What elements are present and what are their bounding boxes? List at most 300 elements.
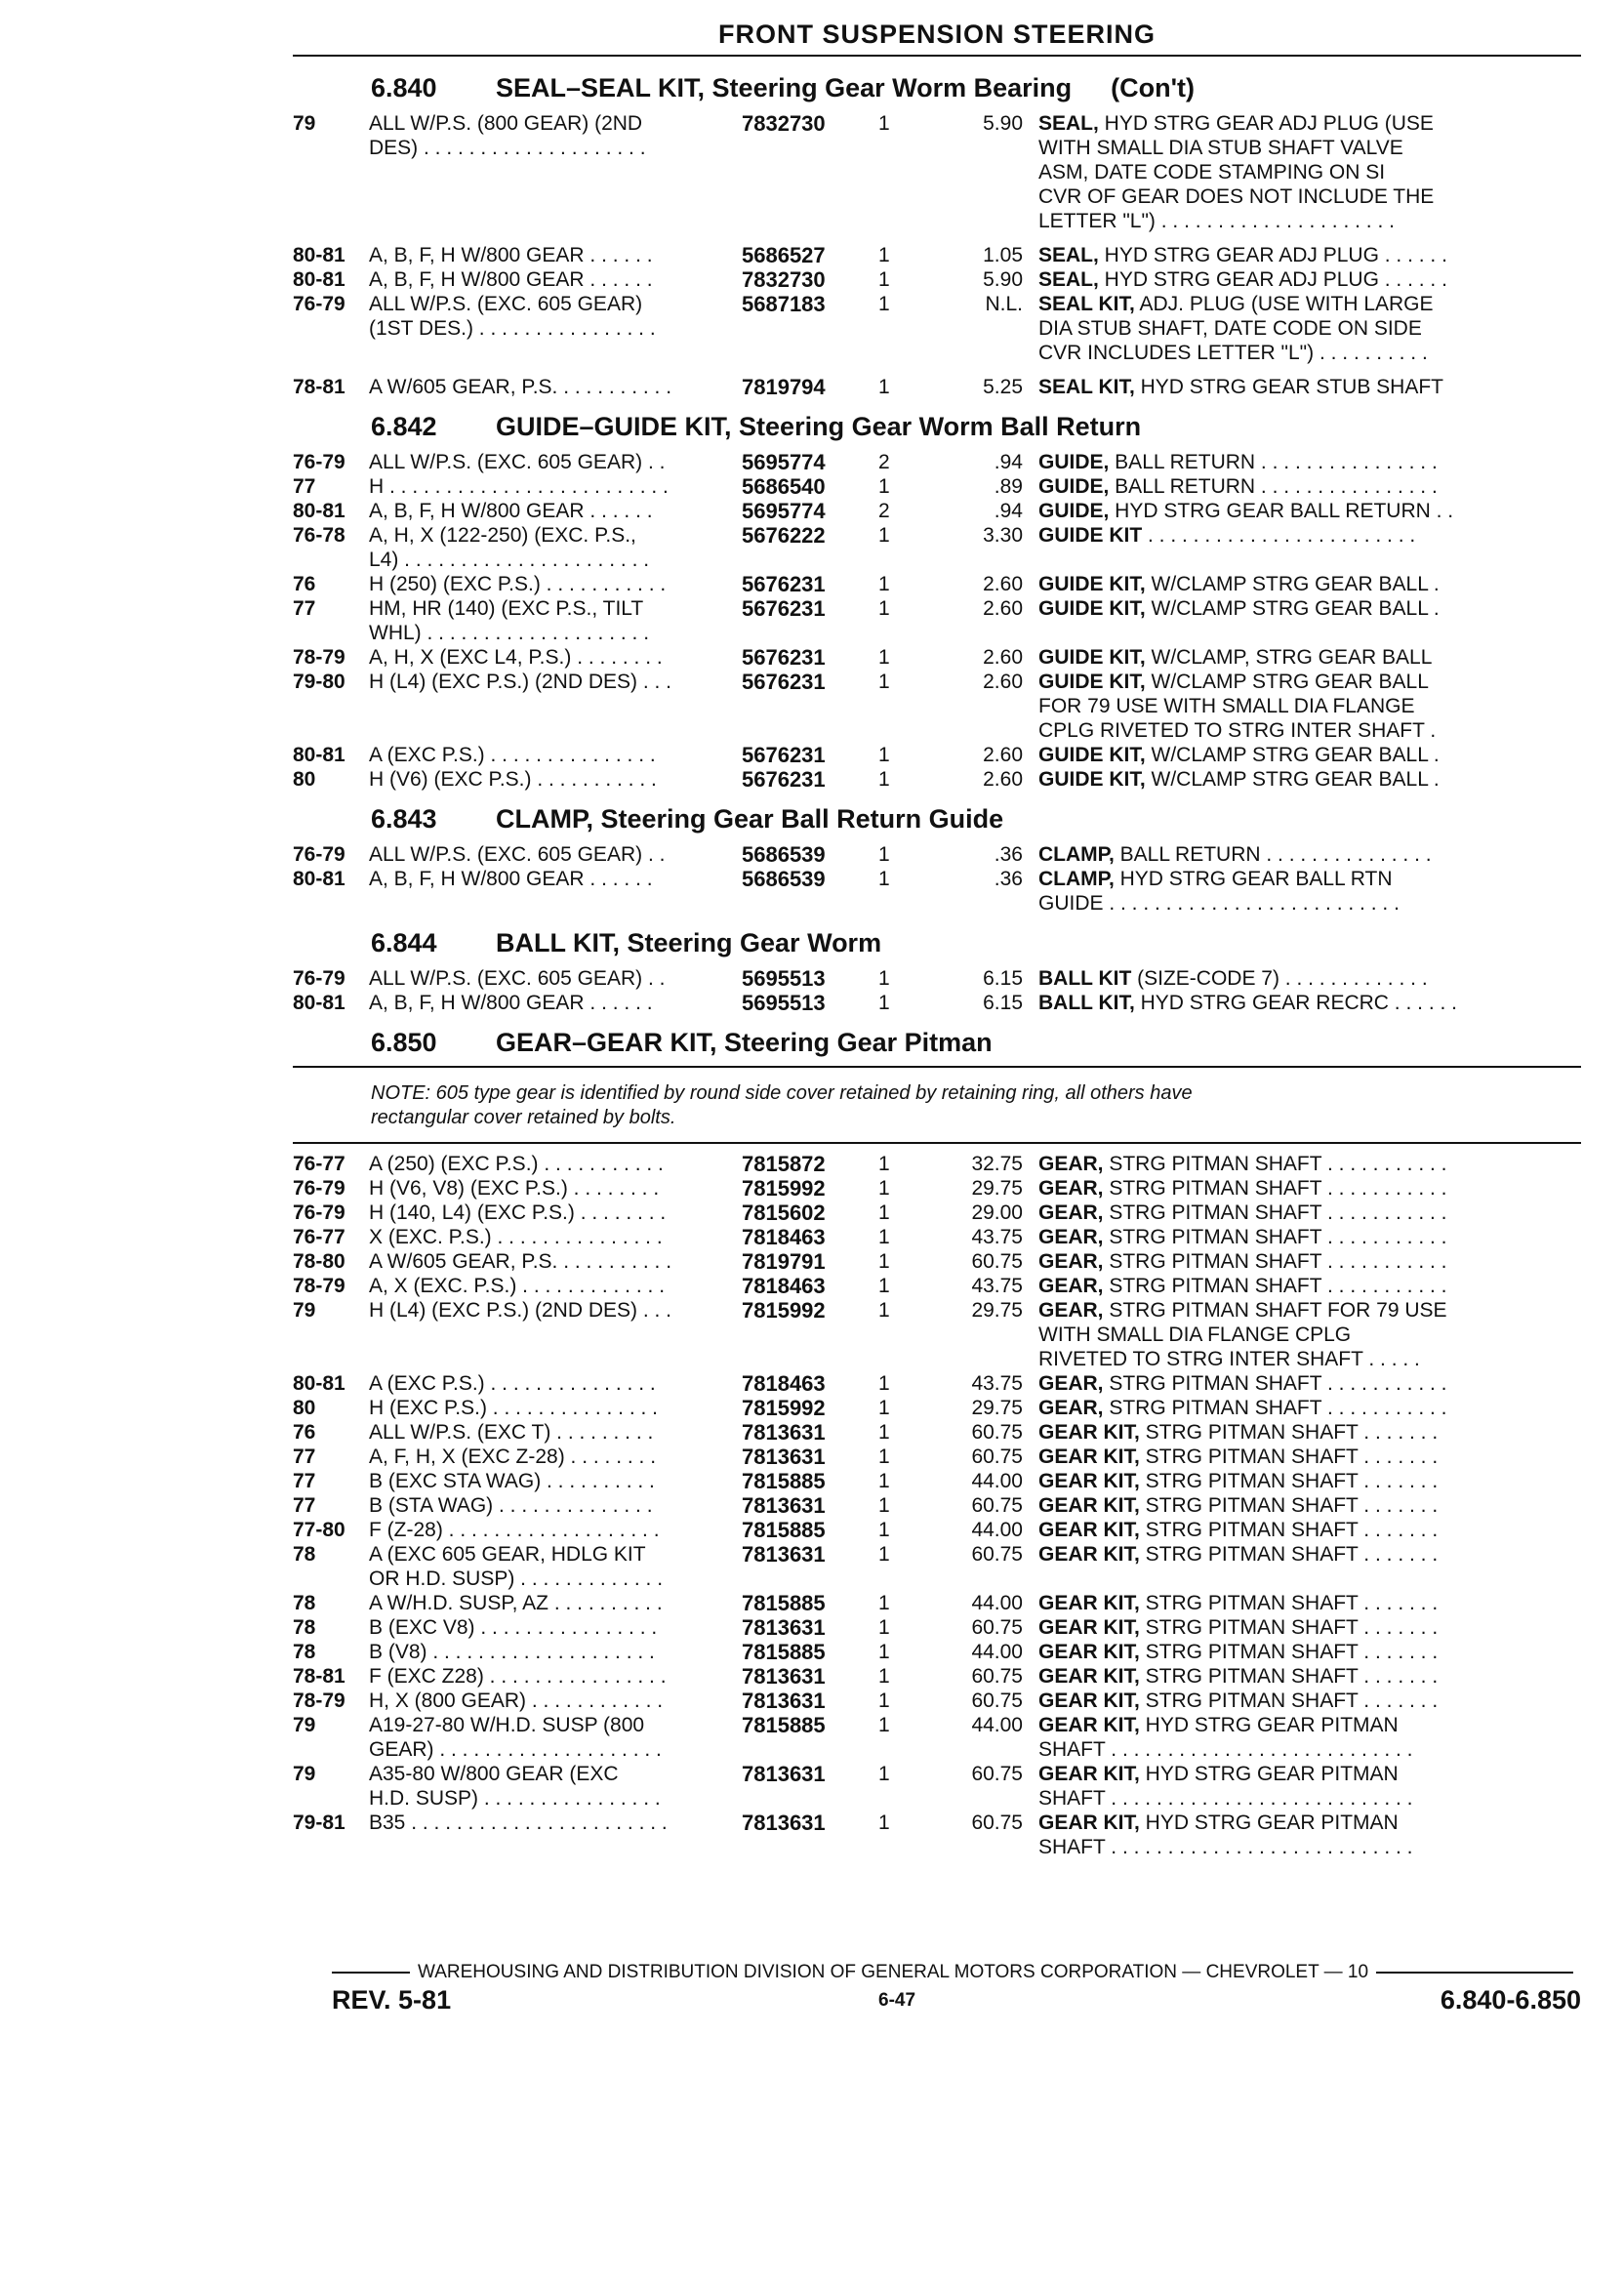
- description-name: SEAL KIT,: [1038, 376, 1135, 398]
- description-name: GEAR,: [1038, 1201, 1104, 1224]
- description-name: CLAMP,: [1038, 843, 1115, 866]
- year-cell: 80-81: [293, 992, 345, 1014]
- quantity-cell: 1: [878, 1690, 890, 1712]
- price-cell: N.L.: [985, 293, 1023, 315]
- application-cell: H . . . . . . . . . . . . . . . . . . . . . . . . .: [369, 475, 669, 498]
- table-row: [293, 1396, 1581, 1420]
- table-row: [293, 523, 1581, 572]
- price-cell: .36: [994, 868, 1023, 890]
- table-row: [293, 1591, 1581, 1615]
- description-cell: [1038, 966, 1581, 991]
- year-cell: 80: [293, 1397, 316, 1419]
- description-cell: [1038, 1640, 1581, 1664]
- part-number-cell: 7818463: [742, 1274, 826, 1298]
- description-cell: [1038, 1713, 1581, 1762]
- table-row: [293, 375, 1581, 399]
- quantity-cell: 1: [878, 112, 890, 135]
- quantity-cell: 1: [878, 573, 890, 595]
- quantity-cell: 1: [878, 1177, 890, 1200]
- page-number: 6-47: [878, 1989, 916, 2011]
- year-cell: 78-79: [293, 1690, 345, 1712]
- price-cell: 44.00: [971, 1641, 1023, 1663]
- table-row: [293, 1420, 1581, 1445]
- description-name: SEAL,: [1038, 244, 1099, 266]
- description-detail: STRG PITMAN SHAFT FOR 79 USE WITH SMALL DIA FLANGE CPLG RIVETED TO STRG INTER SHAFT . . . . .: [1038, 1299, 1447, 1370]
- description-name: SEAL KIT,: [1038, 293, 1135, 315]
- description-cell: [1038, 1664, 1581, 1689]
- footer-dash-left: [332, 1972, 410, 1974]
- year-cell: 76-79: [293, 843, 345, 866]
- year-cell: 79: [293, 1299, 316, 1322]
- section-title: [371, 409, 1581, 444]
- year-cell: 79-81: [293, 1812, 345, 1834]
- price-cell: 60.75: [971, 1543, 1023, 1566]
- description-cell: [1038, 450, 1581, 474]
- description-detail: STRG PITMAN SHAFT . . . . . . . . . . .: [1103, 1201, 1447, 1224]
- quantity-cell: 1: [878, 597, 890, 620]
- quantity-cell: 1: [878, 1445, 890, 1468]
- quantity-cell: 1: [878, 1372, 890, 1395]
- footer-division: WAREHOUSING AND DISTRIBUTION DIVISION OF GENERAL MOTORS CORPORATION — CHEVROLET — 10: [418, 1962, 1369, 1982]
- application-cell: B (STA WAG) . . . . . . . . . . . . . .: [369, 1494, 653, 1517]
- part-number-cell: 7813631: [742, 1811, 826, 1835]
- quantity-cell: 1: [878, 1543, 890, 1566]
- part-number-cell: 7813631: [742, 1615, 826, 1640]
- part-number-cell: 7815885: [742, 1469, 826, 1493]
- year-cell: 78-81: [293, 376, 345, 398]
- price-cell: .36: [994, 843, 1023, 866]
- table-row: [293, 1152, 1581, 1176]
- application-cell: B35 . . . . . . . . . . . . . . . . . . . . . . .: [369, 1812, 668, 1834]
- description-cell: [1038, 267, 1581, 292]
- part-number-cell: 5695774: [742, 499, 826, 523]
- description-cell: [1038, 1371, 1581, 1396]
- description-name: GUIDE KIT,: [1038, 646, 1146, 669]
- table-row: [293, 111, 1581, 233]
- description-detail: STRG PITMAN SHAFT . . . . . . .: [1139, 1592, 1439, 1614]
- part-number-cell: 7815885: [742, 1713, 826, 1737]
- section-heading: SEAL–SEAL KIT, Steering Gear Worm Bearing: [496, 73, 1073, 102]
- quantity-cell: 1: [878, 868, 890, 890]
- description-cell: [1038, 1152, 1581, 1176]
- application-cell: ALL W/P.S. (EXC. 605 GEAR) . .: [369, 967, 666, 990]
- price-cell: 44.00: [971, 1714, 1023, 1736]
- price-cell: 43.75: [971, 1226, 1023, 1248]
- price-cell: 5.25: [983, 376, 1023, 398]
- quantity-cell: 1: [878, 1494, 890, 1517]
- price-cell: 44.00: [971, 1592, 1023, 1614]
- part-number-cell: 7819794: [742, 375, 826, 399]
- part-number-cell: 7819791: [742, 1249, 826, 1274]
- description-name: GEAR KIT,: [1038, 1543, 1140, 1566]
- part-number-cell: 5676222: [742, 523, 826, 548]
- table-row: [293, 450, 1581, 474]
- application-cell: A W/605 GEAR, P.S. . . . . . . . . . .: [369, 1250, 672, 1273]
- table-row: [293, 596, 1581, 645]
- quantity-cell: 1: [878, 744, 890, 766]
- table-row: [293, 1176, 1581, 1201]
- year-cell: 80-81: [293, 268, 345, 291]
- price-cell: 6.15: [983, 967, 1023, 990]
- application-cell: A, B, F, H W/800 GEAR . . . . . .: [369, 992, 653, 1014]
- price-cell: 60.75: [971, 1445, 1023, 1468]
- footer-bottom: [332, 1985, 1581, 2015]
- description-cell: [1038, 1298, 1581, 1371]
- part-number-cell: 7813631: [742, 1542, 826, 1567]
- application-cell: A, H, X (122-250) (EXC. P.S., L4) . . . . . . . . . . . . . . . . . . . . . .: [369, 524, 650, 571]
- part-number-cell: 5695774: [742, 450, 826, 474]
- application-cell: H (L4) (EXC P.S.) (2ND DES) . . .: [369, 1299, 672, 1322]
- quantity-cell: 1: [878, 1470, 890, 1492]
- description-detail: W/CLAMP STRG GEAR BALL .: [1145, 597, 1440, 620]
- section-title: [371, 801, 1581, 836]
- price-cell: .94: [994, 500, 1023, 522]
- application-cell: A (EXC 605 GEAR, HDLG KIT OR H.D. SUSP) . . . . . . . . . . . . .: [369, 1543, 664, 1590]
- price-cell: 2.60: [983, 573, 1023, 595]
- description-detail: STRG PITMAN SHAFT . . . . . . .: [1139, 1641, 1439, 1663]
- quantity-cell: 1: [878, 646, 890, 669]
- description-detail: W/CLAMP, STRG GEAR BALL: [1145, 646, 1433, 669]
- application-cell: A, B, F, H W/800 GEAR . . . . . .: [369, 244, 653, 266]
- quantity-cell: 1: [878, 1226, 890, 1248]
- price-cell: 29.00: [971, 1201, 1023, 1224]
- section-number: 6.844: [371, 928, 437, 957]
- price-cell: 44.00: [971, 1519, 1023, 1541]
- description-cell: [1038, 474, 1581, 499]
- application-cell: H (250) (EXC P.S.) . . . . . . . . . . .: [369, 573, 667, 595]
- application-cell: ALL W/P.S. (EXC. 605 GEAR) (1ST DES.) . . . . . . . . . . . . . . . .: [369, 293, 656, 340]
- application-cell: A35-80 W/800 GEAR (EXC H.D. SUSP) . . . . . . . . . . . . . . . .: [369, 1763, 661, 1810]
- part-number-cell: 7813631: [742, 1493, 826, 1518]
- section-heading: GEAR–GEAR KIT, Steering Gear Pitman: [496, 1028, 993, 1057]
- description-detail: HYD STRG GEAR PITMAN SHAFT . . . . . . . . . . . . . . . . . . . . . . . . . . .: [1038, 1812, 1413, 1858]
- part-number-cell: 5686527: [742, 243, 826, 267]
- year-cell: 77: [293, 597, 316, 620]
- year-cell: 76-77: [293, 1226, 345, 1248]
- description-name: GEAR KIT,: [1038, 1714, 1140, 1736]
- description-name: SEAL,: [1038, 268, 1099, 291]
- description-cell: [1038, 375, 1581, 399]
- application-cell: ALL W/P.S. (EXC T) . . . . . . . . .: [369, 1421, 654, 1444]
- year-cell: 76: [293, 573, 316, 595]
- quantity-cell: 1: [878, 1250, 890, 1273]
- part-number-cell: 5687183: [742, 292, 826, 316]
- description-name: GEAR,: [1038, 1372, 1104, 1395]
- table-row: [293, 1298, 1581, 1371]
- note-rule-bottom: [293, 1142, 1581, 1144]
- table-row: [293, 867, 1581, 916]
- part-number-cell: 7818463: [742, 1225, 826, 1249]
- price-cell: 29.75: [971, 1299, 1023, 1322]
- part-number-cell: 5676231: [742, 743, 826, 767]
- price-cell: 32.75: [971, 1153, 1023, 1175]
- quantity-cell: 1: [878, 1763, 890, 1785]
- description-cell: [1038, 292, 1581, 365]
- part-number-cell: 5695513: [742, 991, 826, 1015]
- year-cell: 78-79: [293, 1275, 345, 1297]
- part-number-cell: 5686540: [742, 474, 826, 499]
- description-cell: [1038, 1811, 1581, 1859]
- price-cell: .94: [994, 451, 1023, 473]
- application-cell: A (EXC P.S.) . . . . . . . . . . . . . . .: [369, 744, 656, 766]
- description-name: GEAR KIT,: [1038, 1641, 1140, 1663]
- section-number: 6.842: [371, 412, 437, 441]
- section-number: 6.850: [371, 1028, 437, 1057]
- price-cell: 5.90: [983, 112, 1023, 135]
- description-cell: [1038, 1469, 1581, 1493]
- table-row: [293, 292, 1581, 365]
- header-rule: [293, 55, 1581, 57]
- price-cell: 3.30: [983, 524, 1023, 547]
- application-cell: ALL W/P.S. (EXC. 605 GEAR) . .: [369, 843, 666, 866]
- table-row: [293, 1762, 1581, 1811]
- description-cell: [1038, 499, 1581, 523]
- description-name: GEAR,: [1038, 1226, 1104, 1248]
- year-cell: 80-81: [293, 744, 345, 766]
- description-detail: STRG PITMAN SHAFT . . . . . . . . . . .: [1103, 1226, 1447, 1248]
- description-detail: . . . . . . . . . . . . . . . . . . . . . . . .: [1142, 524, 1416, 547]
- quantity-cell: 1: [878, 1714, 890, 1736]
- price-cell: 60.75: [971, 1690, 1023, 1712]
- description-cell: [1038, 1615, 1581, 1640]
- description-cell: [1038, 867, 1581, 916]
- description-detail: HYD STRG GEAR ADJ PLUG . . . . . .: [1098, 244, 1447, 266]
- price-cell: 2.60: [983, 744, 1023, 766]
- quantity-cell: 1: [878, 475, 890, 498]
- description-cell: [1038, 1445, 1581, 1469]
- table-row: [293, 1493, 1581, 1518]
- description-detail: HYD STRG GEAR ADJ PLUG . . . . . .: [1098, 268, 1447, 291]
- description-detail: STRG PITMAN SHAFT . . . . . . .: [1139, 1445, 1439, 1468]
- application-cell: A, F, H, X (EXC Z-28) . . . . . . . .: [369, 1445, 657, 1468]
- year-cell: 78-80: [293, 1250, 345, 1273]
- description-name: BALL KIT,: [1038, 992, 1135, 1014]
- application-cell: H (EXC P.S.) . . . . . . . . . . . . . . .: [369, 1397, 659, 1419]
- year-cell: 80-81: [293, 868, 345, 890]
- description-cell: [1038, 523, 1581, 548]
- description-detail: STRG PITMAN SHAFT . . . . . . . . . . .: [1103, 1153, 1447, 1175]
- application-cell: B (EXC STA WAG) . . . . . . . . . .: [369, 1470, 655, 1492]
- description-name: GEAR KIT,: [1038, 1665, 1140, 1688]
- part-number-cell: 5695513: [742, 966, 826, 991]
- description-name: GUIDE KIT,: [1038, 768, 1146, 791]
- price-cell: 60.75: [971, 1763, 1023, 1785]
- quantity-cell: 2: [878, 451, 890, 473]
- description-detail: BALL RETURN . . . . . . . . . . . . . . .: [1114, 843, 1432, 866]
- price-cell: 60.75: [971, 1665, 1023, 1688]
- table-row: [293, 991, 1581, 1015]
- quantity-cell: 1: [878, 1665, 890, 1688]
- description-detail: HYD STRG GEAR PITMAN SHAFT . . . . . . . . . . . . . . . . . . . . . . . . . . .: [1038, 1714, 1413, 1761]
- description-name: GUIDE KIT,: [1038, 573, 1146, 595]
- table-row: [293, 1249, 1581, 1274]
- quantity-cell: 1: [878, 1592, 890, 1614]
- part-number-cell: 7818463: [742, 1371, 826, 1396]
- description-detail: BALL RETURN . . . . . . . . . . . . . . . .: [1109, 451, 1438, 473]
- table-row: [293, 1201, 1581, 1225]
- description-name: GEAR,: [1038, 1250, 1104, 1273]
- description-cell: [1038, 1542, 1581, 1567]
- description-cell: [1038, 1274, 1581, 1298]
- section-number: 6.840: [371, 73, 437, 102]
- page-footer: [332, 1962, 1581, 2015]
- description-cell: [1038, 1518, 1581, 1542]
- part-number-cell: 7815992: [742, 1298, 826, 1323]
- part-number-cell: 7815992: [742, 1396, 826, 1420]
- application-cell: A, B, F, H W/800 GEAR . . . . . .: [369, 500, 653, 522]
- table-row: [293, 243, 1581, 267]
- part-number-cell: 5676231: [742, 670, 826, 694]
- description-detail: STRG PITMAN SHAFT . . . . . . .: [1139, 1421, 1439, 1444]
- description-cell: [1038, 111, 1581, 233]
- part-number-cell: 7815872: [742, 1152, 826, 1176]
- description-cell: [1038, 243, 1581, 267]
- table-row: [293, 767, 1581, 792]
- price-cell: 2.60: [983, 768, 1023, 791]
- part-number-cell: 7813631: [742, 1762, 826, 1786]
- table-row: [293, 267, 1581, 292]
- price-cell: 43.75: [971, 1275, 1023, 1297]
- year-cell: 79: [293, 1763, 316, 1785]
- table-row: [293, 1445, 1581, 1469]
- section-heading: CLAMP, Steering Gear Ball Return Guide: [496, 804, 1004, 834]
- description-detail: HYD STRG GEAR ADJ PLUG (USE WITH SMALL DIA STUB SHAFT VALVE ASM, DATE CODE STAMPING ON SI CVR OF GEAR DOES NOT INCLUDE THE LETTER "L") . . . . . . . . . . . . . . . . . . . . .: [1038, 112, 1435, 232]
- description-name: GEAR KIT,: [1038, 1592, 1140, 1614]
- year-cell: 77: [293, 475, 316, 498]
- description-detail: HYD STRG GEAR RECRC . . . . . .: [1134, 992, 1457, 1014]
- table-row: [293, 1615, 1581, 1640]
- description-cell: [1038, 1176, 1581, 1201]
- description-detail: HYD STRG GEAR STUB SHAFT: [1134, 376, 1443, 398]
- application-cell: A W/605 GEAR, P.S. . . . . . . . . . .: [369, 376, 672, 398]
- application-cell: A, H, X (EXC L4, P.S.) . . . . . . . .: [369, 646, 663, 669]
- revision-label: REV. 5-81: [332, 1985, 452, 2015]
- quantity-cell: 1: [878, 244, 890, 266]
- description-detail: STRG PITMAN SHAFT . . . . . . .: [1139, 1494, 1439, 1517]
- description-cell: [1038, 1420, 1581, 1445]
- table-row: [293, 1713, 1581, 1762]
- description-name: GEAR KIT,: [1038, 1445, 1140, 1468]
- table-row: [293, 1469, 1581, 1493]
- quantity-cell: 1: [878, 1421, 890, 1444]
- application-cell: B (EXC V8) . . . . . . . . . . . . . . . .: [369, 1616, 658, 1639]
- part-number-cell: 5686539: [742, 867, 826, 891]
- part-number-cell: 7813631: [742, 1689, 826, 1713]
- application-cell: H (V6, V8) (EXC P.S.) . . . . . . . .: [369, 1177, 660, 1200]
- year-cell: 77: [293, 1445, 316, 1468]
- catalog-page: [293, 18, 1581, 2048]
- year-cell: 78: [293, 1543, 316, 1566]
- quantity-cell: 1: [878, 1812, 890, 1834]
- description-name: GUIDE,: [1038, 500, 1110, 522]
- table-row: [293, 645, 1581, 670]
- description-cell: [1038, 1493, 1581, 1518]
- description-cell: [1038, 1591, 1581, 1615]
- application-cell: F (Z-28) . . . . . . . . . . . . . . . . . . .: [369, 1519, 660, 1541]
- price-cell: 2.60: [983, 597, 1023, 620]
- footer-division-line: [332, 1962, 1581, 1983]
- description-name: GUIDE KIT,: [1038, 671, 1146, 693]
- description-name: GEAR KIT,: [1038, 1812, 1140, 1834]
- description-detail: W/CLAMP STRG GEAR BALL .: [1145, 573, 1440, 595]
- application-cell: A19-27-80 W/H.D. SUSP (800 GEAR) . . . . . . . . . . . . . . . . . . . .: [369, 1714, 662, 1761]
- table-row: [293, 1371, 1581, 1396]
- description-detail: STRG PITMAN SHAFT . . . . . . .: [1139, 1616, 1439, 1639]
- description-detail: STRG PITMAN SHAFT . . . . . . .: [1139, 1519, 1439, 1541]
- quantity-cell: 1: [878, 524, 890, 547]
- year-cell: 79: [293, 112, 316, 135]
- description-cell: [1038, 645, 1581, 670]
- quantity-cell: 1: [878, 293, 890, 315]
- part-number-cell: 7815885: [742, 1591, 826, 1615]
- year-cell: 77-80: [293, 1519, 345, 1541]
- part-number-cell: 5676231: [742, 572, 826, 596]
- description-detail: W/CLAMP STRG GEAR BALL .: [1145, 744, 1440, 766]
- table-row: [293, 743, 1581, 767]
- quantity-cell: 1: [878, 1153, 890, 1175]
- section-title: [371, 925, 1581, 960]
- year-cell: 79-80: [293, 671, 345, 693]
- table-row: [293, 1225, 1581, 1249]
- price-cell: 2.60: [983, 646, 1023, 669]
- table-row: [293, 499, 1581, 523]
- quantity-cell: 1: [878, 1519, 890, 1541]
- application-cell: A, X (EXC. P.S.) . . . . . . . . . . . . .: [369, 1275, 666, 1297]
- part-number-cell: 5676231: [742, 645, 826, 670]
- year-cell: 76-79: [293, 1177, 345, 1200]
- section-range: 6.840-6.850: [1440, 1985, 1581, 2015]
- description-detail: STRG PITMAN SHAFT . . . . . . .: [1139, 1690, 1439, 1712]
- year-cell: 78: [293, 1616, 316, 1639]
- price-cell: 44.00: [971, 1470, 1023, 1492]
- quantity-cell: 1: [878, 992, 890, 1014]
- table-row: [293, 842, 1581, 867]
- description-cell: [1038, 596, 1581, 621]
- description-cell: [1038, 1762, 1581, 1811]
- year-cell: 79: [293, 1714, 316, 1736]
- part-number-cell: 5676231: [742, 596, 826, 621]
- quantity-cell: 1: [878, 671, 890, 693]
- description-detail: HYD STRG GEAR PITMAN SHAFT . . . . . . . . . . . . . . . . . . . . . . . . . . .: [1038, 1763, 1413, 1810]
- section-heading: BALL KIT, Steering Gear Worm: [496, 928, 882, 957]
- year-cell: 77: [293, 1470, 316, 1492]
- description-name: GEAR KIT,: [1038, 1421, 1140, 1444]
- application-cell: A W/H.D. SUSP, AZ . . . . . . . . . .: [369, 1592, 663, 1614]
- application-cell: F (EXC Z28) . . . . . . . . . . . . . . . .: [369, 1665, 667, 1688]
- description-name: GUIDE KIT,: [1038, 597, 1146, 620]
- description-name: BALL KIT: [1038, 967, 1132, 990]
- application-cell: ALL W/P.S. (EXC. 605 GEAR) . .: [369, 451, 666, 473]
- quantity-cell: 1: [878, 1299, 890, 1322]
- table-row: [293, 572, 1581, 596]
- price-cell: 60.75: [971, 1421, 1023, 1444]
- page-header: FRONT SUSPENSION STEERING: [717, 20, 1157, 49]
- description-detail: STRG PITMAN SHAFT . . . . . . . . . . .: [1103, 1250, 1447, 1273]
- application-cell: A, B, F, H W/800 GEAR . . . . . .: [369, 868, 653, 890]
- description-name: GEAR KIT,: [1038, 1616, 1140, 1639]
- part-number-cell: 7832730: [742, 267, 826, 292]
- year-cell: 80: [293, 768, 316, 791]
- price-cell: 5.90: [983, 268, 1023, 291]
- year-cell: 78-81: [293, 1665, 345, 1688]
- application-cell: ALL W/P.S. (800 GEAR) (2ND DES) . . . . . . . . . . . . . . . . . . . .: [369, 112, 646, 159]
- year-cell: 76-79: [293, 293, 345, 315]
- description-detail: W/CLAMP STRG GEAR BALL FOR 79 USE WITH SMALL DIA FLANGE CPLG RIVETED TO STRG INTER SHAFT .: [1038, 671, 1437, 742]
- year-cell: 78: [293, 1592, 316, 1614]
- year-cell: 78-79: [293, 646, 345, 669]
- table-row: [293, 1274, 1581, 1298]
- description-detail: BALL RETURN . . . . . . . . . . . . . . . .: [1109, 475, 1438, 498]
